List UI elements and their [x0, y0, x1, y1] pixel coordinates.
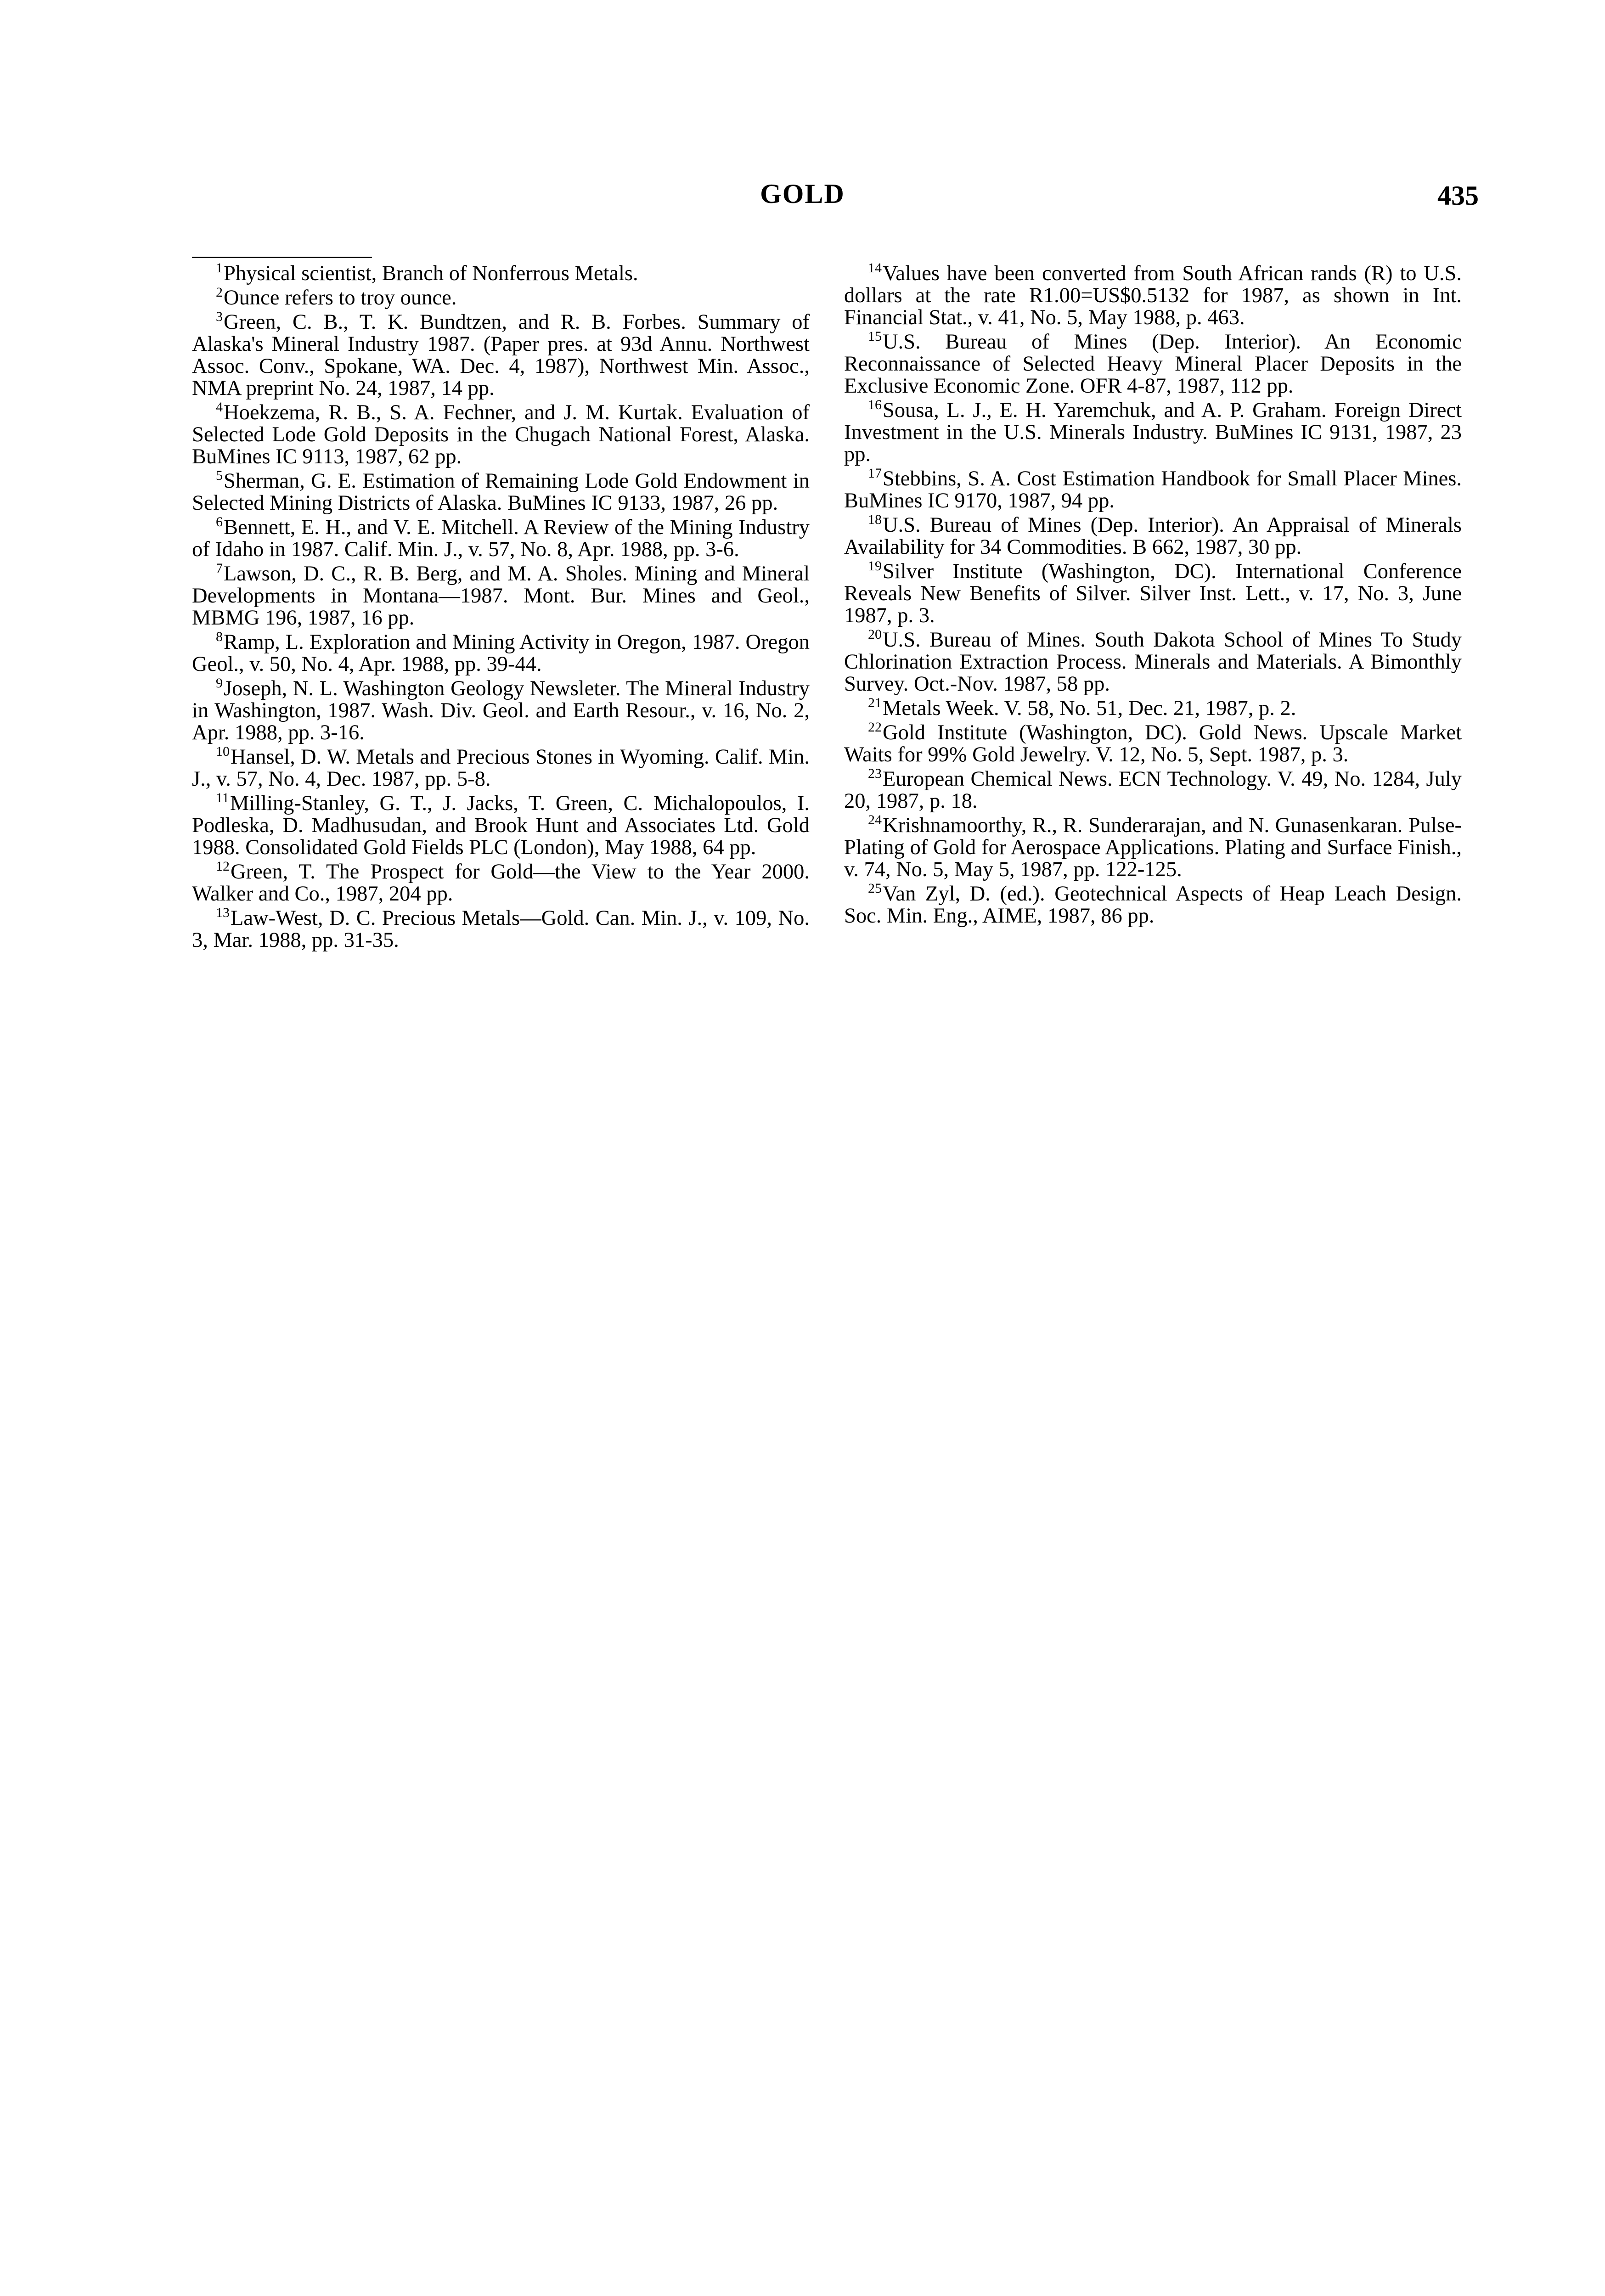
- footnote-text: Silver Institute (Washington, DC). International Conference Reveals New Benefits of Silver. Silver Inst. Lett., v. 17, No. 3, June 1987, p. 3.: [844, 560, 1462, 627]
- footnote-number: 12: [216, 859, 230, 874]
- footnote-text: U.S. Bureau of Mines (Dep. Interior). An Appraisal of Minerals Availability for 34 Commodities. B 662, 1987, 30 pp.: [844, 513, 1462, 559]
- footnote: [192, 631, 810, 675]
- footnote-text: Gold Institute (Washington, DC). Gold News. Upscale Market Waits for 99% Gold Jewelry. V. 12, No. 5, Sept. 1987, p. 3.: [844, 721, 1462, 766]
- footnotes-right-column: [844, 260, 1462, 929]
- footnote: [192, 907, 810, 951]
- footnote: [844, 514, 1462, 558]
- footnote-text: Sherman, G. E. Estimation of Remaining Lode Gold Endowment in Selected Mining Districts of Alaska. BuMines IC 9133, 1987, 26 pp.: [192, 469, 810, 515]
- footnote-text: Ounce refers to troy ounce.: [224, 286, 457, 310]
- footnote-text: Milling-Stanley, G. T., J. Jacks, T. Green, C. Michalopoulos, I. Podleska, D. Madhusudan, and Brook Hunt and Associates Ltd. Gold 1988. Consolidated Gold Fields PLC (London), May 1988, 64 pp.: [192, 792, 810, 859]
- footnote-number: 10: [216, 744, 230, 759]
- footnote-text: Green, T. The Prospect for Gold—the View to the Year 2000. Walker and Co., 1987, 204 pp.: [192, 860, 810, 906]
- footnote-number: 21: [868, 695, 882, 710]
- footnote-text: Joseph, N. L. Washington Geology Newsleter. The Mineral Industry in Washington, 1987. Wash. Div. Geol. and Earth Resour., v. 16, No. 2, Apr. 1988, pp. 3-16.: [192, 677, 810, 744]
- page-number: 435: [1437, 180, 1479, 211]
- footnote-number: 1: [216, 260, 223, 276]
- footnote-number: 22: [868, 720, 882, 735]
- footnote-number: 17: [868, 466, 882, 481]
- footnote: [844, 812, 1462, 881]
- footnote: [192, 514, 810, 561]
- footnote-number: 6: [216, 514, 223, 529]
- footnote-number: 20: [868, 627, 882, 642]
- footnote: [192, 287, 810, 309]
- footnote-number: 23: [868, 766, 882, 781]
- footnote-text: Van Zyl, D. (ed.). Geotechnical Aspects of Heap Leach Design. Soc. Min. Eng., AIME, 1987, 86 pp.: [844, 882, 1462, 928]
- footnote: [844, 397, 1462, 466]
- footnote-text: Stebbins, S. A. Cost Estimation Handbook for Small Placer Mines. BuMines IC 9170, 1987, 94 pp.: [844, 467, 1462, 512]
- footnote: [192, 260, 810, 285]
- footnote: [844, 695, 1462, 720]
- footnote-number: 16: [868, 397, 882, 412]
- footnote-text: Metals Week. V. 58, No. 51, Dec. 21, 1987, p. 2.: [883, 697, 1296, 720]
- footnote-text: Krishnamoorthy, R., R. Sunderarajan, and N. Gunasenkaran. Pulse-Plating of Gold for Aerospace Applications. Plating and Surface Finish., v. 74, No. 5, May 5, 1987, pp. 122-125.: [844, 814, 1462, 881]
- footnote: [192, 746, 810, 790]
- footnote-number: 14: [868, 260, 882, 276]
- footnote-text: Physical scientist, Branch of Nonferrous Metals.: [224, 262, 638, 285]
- footnote: [192, 402, 810, 468]
- footnote-number: 24: [868, 812, 882, 827]
- footnote-text: Sousa, L. J., E. H. Yaremchuk, and A. P. Graham. Foreign Direct Investment in the U.S. Minerals Industry. BuMines IC 9131, 1987, 23 pp.: [844, 399, 1462, 466]
- footnote-number: 19: [868, 558, 882, 574]
- footnote: [844, 629, 1462, 695]
- footnote-text: Law-West, D. C. Precious Metals—Gold. Can. Min. J., v. 109, No. 3, Mar. 1988, pp. 31-35.: [192, 906, 810, 952]
- footnote-text: Bennett, E. H., and V. E. Mitchell. A Review of the Mining Industry of Idaho in 1987. Calif. Min. J., v. 57, No. 8, Apr. 1988, pp. 3-6.: [192, 516, 810, 561]
- footnote-number: 18: [868, 512, 882, 527]
- footnote: [192, 861, 810, 905]
- footnote-number: 15: [868, 329, 882, 344]
- footnote-text: European Chemical News. ECN Technology. V. 49, No. 1284, July 20, 1987, p. 18.: [844, 767, 1462, 813]
- footnote: [844, 468, 1462, 512]
- footnote-text: Green, C. B., T. K. Bundtzen, and R. B. Forbes. Summary of Alaska's Mineral Industry 1987. (Paper pres. at 93d Annu. Northwest Assoc. Conv., Spokane, WA. Dec. 4, 1987), Northwest Min. Assoc., NMA preprint No. 24, 1987, 14 pp.: [192, 310, 810, 400]
- footnote-text: U.S. Bureau of Mines (Dep. Interior). An Economic Reconnaissance of Selected Heavy Mineral Placer Deposits in the Exclusive Economic Zone. OFR 4-87, 1987, 112 pp.: [844, 330, 1462, 398]
- footnote: [192, 790, 810, 859]
- footnote-number: 25: [868, 881, 882, 896]
- footnote-text: Hoekzema, R. B., S. A. Fechner, and J. M. Kurtak. Evaluation of Selected Lode Gold Deposits in the Chugach National Forest, Alaska. BuMines IC 9113, 1987, 62 pp.: [192, 401, 810, 468]
- footnote-text: Ramp, L. Exploration and Mining Activity in Oregon, 1987. Oregon Geol., v. 50, No. 4, Apr. 1988, pp. 39-44.: [192, 630, 810, 676]
- footnote-number: 7: [216, 561, 223, 576]
- footnote: [192, 470, 810, 514]
- footnote-text: U.S. Bureau of Mines. South Dakota School of Mines To Study Chlorination Extraction Process. Minerals and Materials. A Bimonthly Survey. Oct.-Nov. 1987, 58 pp.: [844, 628, 1462, 696]
- footnote-number: 11: [216, 790, 229, 805]
- footnote: [192, 311, 810, 400]
- footnote: [844, 558, 1462, 627]
- footnote-number: 8: [216, 629, 223, 644]
- footnote-rule: [192, 257, 372, 258]
- footnote: [844, 331, 1462, 397]
- footnote: [844, 260, 1462, 329]
- footnote-number: 4: [216, 400, 223, 415]
- footnote-number: 3: [216, 309, 223, 324]
- running-title: GOLD: [760, 179, 845, 209]
- footnote: [192, 675, 810, 744]
- footnote-text: Lawson, D. C., R. B. Berg, and M. A. Sholes. Mining and Mineral Developments in Montana—1987. Mont. Bur. Mines and Geol., MBMG 196, 1987, 16 pp.: [192, 562, 810, 630]
- footnotes-left-column: [192, 260, 810, 954]
- footnote-text: Hansel, D. W. Metals and Precious Stones in Wyoming. Calif. Min. J., v. 57, No. 4, Dec. 1987, pp. 5-8.: [192, 745, 810, 791]
- footnote: [192, 563, 810, 629]
- footnote-number: 13: [216, 905, 230, 920]
- footnote-text: Values have been converted from South African rands (R) to U.S. dollars at the rate R1.00=US$0.5132 for 1987, as shown in Int. Financial Stat., v. 41, No. 5, May 1988, p. 463.: [844, 262, 1462, 329]
- footnote: [844, 768, 1462, 812]
- footnote-number: 9: [216, 675, 223, 691]
- footnote-number: 5: [216, 468, 223, 483]
- footnote: [844, 883, 1462, 927]
- footnote: [844, 722, 1462, 766]
- footnote-number: 2: [216, 285, 223, 300]
